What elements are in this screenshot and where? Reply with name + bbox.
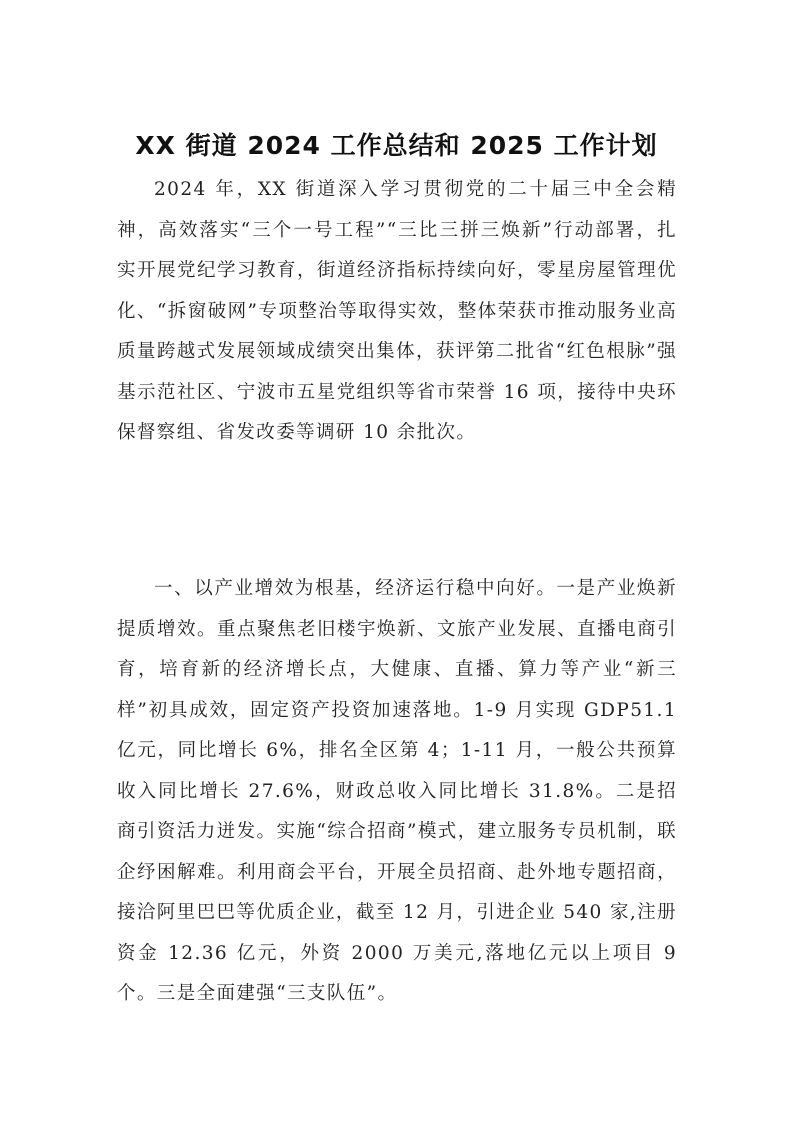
document-title: XX 街道 2024 工作总结和 2025 工作计划	[135, 131, 658, 160]
paragraph-intro: 2024 年，XX 街道深入学习贯彻党的二十届三中全会精神，高效落实“三个一号工程”“三比三拼三焕新”行动部署，扎实开展党纪学习教育，街道经济指标持续向好，零星房屋管理优化、“拆窗破网”专项整治等取得实效，整体荣获市推动服务业高质量跨越式发展领域成绩突出集体，获评第二批省“红色根脉”强基示范社区、宁波市五星党组织等省市荣誉 16 项，接待中央环保督察组、省发改委等调研 10 余批次。	[117, 179, 677, 443]
paragraph-section-one: 一、以产业增效为根基，经济运行稳中向好。一是产业焕新提质增效。重点聚焦老旧楼宇焕新、文旅产业发展、直播电商引育，培育新的经济增长点，大健康、直播、算力等产业“新三样”初具成效，固定资产投资加速落地。1-9 月实现 GDP51.1 亿元，同比增长 6%，排名全区第 4；1-11 月，一般公共预算收入同比增长 27.6%，财政总收入同比增长 31.8%。二是招商引资活力迸发。实施“综合招商”模式，建立服务专员机制，联企纾困解难。利用商会平台，开展全员招商、赴外地专题招商，接洽阿里巴巴等优质企业，截至 12 月，引进企业 540 家,注册资金 12.36 亿元，外资 2000 万美元,落地亿元以上项目 9 个。三是全面建强“三支队伍”。	[117, 578, 677, 1004]
